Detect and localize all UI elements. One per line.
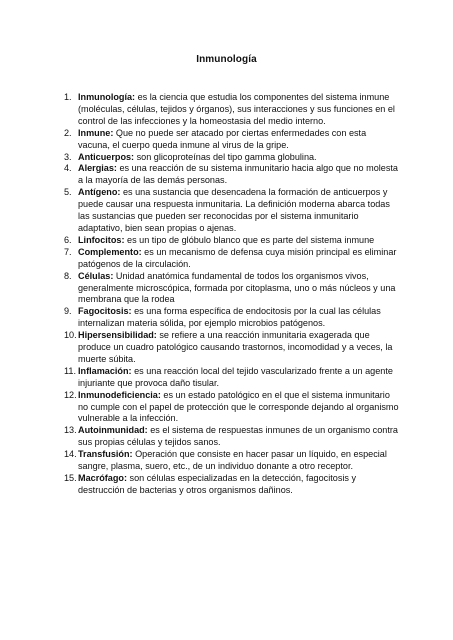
list-item xyxy=(64,366,399,390)
list-item-term: Fagocitosis: xyxy=(78,306,132,317)
list-item xyxy=(64,306,399,330)
list-item-definition: es una sustancia que desencadena la formación de anticuerpos y puede causar una respuesta inmunitaria. La definición moderna abarca todas las sustancias que pueden ser reconocidas por el sistema inmunitario adaptativo, bien sean propias o ajenas. xyxy=(78,187,390,233)
list-item-number: 8. xyxy=(64,270,72,281)
list-item-definition: se refiere a una reacción inmunitaria exagerada que produce un cuadro patológico causando trastornos, incomodidad y a veces, la muerte súbita. xyxy=(78,330,393,364)
list-item-definition: Operación que consiste en hacer pasar un líquido, en especial sangre, plasma, suero, etc., de un individuo donante a otro receptor. xyxy=(78,449,387,472)
list-item-definition: es una reacción local del tejido vascularizado frente a un agente injuriante que provoca daño tisular. xyxy=(78,365,393,388)
list-item-term: Inmunología: xyxy=(78,92,136,102)
list-item xyxy=(64,425,399,449)
list-item-term: Inflamación: xyxy=(78,365,132,376)
list-item-term: Alergias: xyxy=(78,163,117,174)
list-item-term: Hipersensibilidad: xyxy=(78,330,157,341)
list-item-term: Células: xyxy=(78,270,114,281)
list-item-definition: son glicoproteínas del tipo gamma globulina. xyxy=(134,151,317,162)
list-item-number: 3. xyxy=(64,151,72,162)
list-item-number: 4. xyxy=(64,163,72,174)
list-item-number: 2. xyxy=(64,127,72,138)
list-item-definition: es un tipo de glóbulo blanco que es parte del sistema inmune xyxy=(124,234,375,245)
list-item xyxy=(64,390,399,426)
list-item-term: Linfocitos: xyxy=(78,234,125,245)
list-item-number: 10. xyxy=(64,330,77,341)
list-item-number: 15. xyxy=(64,473,77,483)
list-item-term: Inmune: xyxy=(78,127,114,138)
list-item-definition: son células especializadas en la detección, fagocitosis y destrucción de bacterias y otros organismos dañinos. xyxy=(78,473,357,495)
list-item xyxy=(64,271,399,307)
list-item-definition: es un mecanismo de defensa cuya misión principal es eliminar patógenos de la circulación. xyxy=(78,246,397,269)
list-item xyxy=(64,330,399,366)
list-item-term: Autoinmunidad: xyxy=(78,425,148,436)
list-item-definition: es un estado patológico en el que el sistema inmunitario no cumple con el papel de protección que le corresponde dejando al organismo vulnerable a la infección. xyxy=(78,389,399,424)
list-item-definition: es el sistema de respuestas inmunes de un organismo contra sus propias células y tejidos sanos. xyxy=(78,425,398,448)
list-item xyxy=(64,163,399,187)
list-item xyxy=(64,187,399,235)
list-item-number: 14. xyxy=(64,449,77,460)
list-item-number: 11. xyxy=(64,365,76,376)
list-item xyxy=(64,247,399,271)
list-item-term: Macrófago: xyxy=(78,473,128,483)
list-item xyxy=(64,128,399,152)
list-item-number: 12. xyxy=(64,389,77,400)
glossary-list xyxy=(64,92,399,497)
list-item-number: 13. xyxy=(64,425,77,436)
list-item-definition: Que no puede ser atacado por ciertas enfermedades con esta vacuna, el cuerpo queda inmune al virus de la gripe. xyxy=(78,127,367,150)
list-item-term: Complemento: xyxy=(78,246,142,257)
list-item xyxy=(64,473,399,497)
document-title: Inmunología xyxy=(196,54,257,65)
list-item xyxy=(64,235,399,247)
list-item-term: Anticuerpos: xyxy=(78,151,135,162)
list-item xyxy=(64,152,399,164)
list-item-definition: Unidad anatómica fundamental de todos los organismos vivos, generalmente microscópica, formada por citoplasma, uno o más núcleos y una membrana que la rodea xyxy=(78,270,396,305)
list-item-term: Transfusión: xyxy=(78,449,133,460)
list-item-number: 5. xyxy=(64,187,72,198)
list-item-definition: es la ciencia que estudia los componentes del sistema inmune (moléculas, células, tejidos y órganos), sus interacciones y sus funciones en el control de las infecciones y la homeostasia del medio interno. xyxy=(78,92,395,126)
list-item-definition: es una reacción de su sistema inmunitario hacia algo que no molesta a la mayoría de las demás personas. xyxy=(78,163,398,186)
list-item-definition: es una forma específica de endocitosis por la cual las células internalizan materia sólida, por ejemplo microbios patógenos. xyxy=(78,306,381,329)
list-item-term: Inmunodeficiencia: xyxy=(78,389,161,400)
list-item-number: 6. xyxy=(64,234,72,245)
list-item-number: 7. xyxy=(64,246,72,257)
list-item xyxy=(64,449,399,473)
list-item-number: 9. xyxy=(64,306,72,317)
list-item xyxy=(64,92,399,128)
list-item-term: Antígeno: xyxy=(78,187,121,198)
list-item-number: 1. xyxy=(64,92,72,102)
